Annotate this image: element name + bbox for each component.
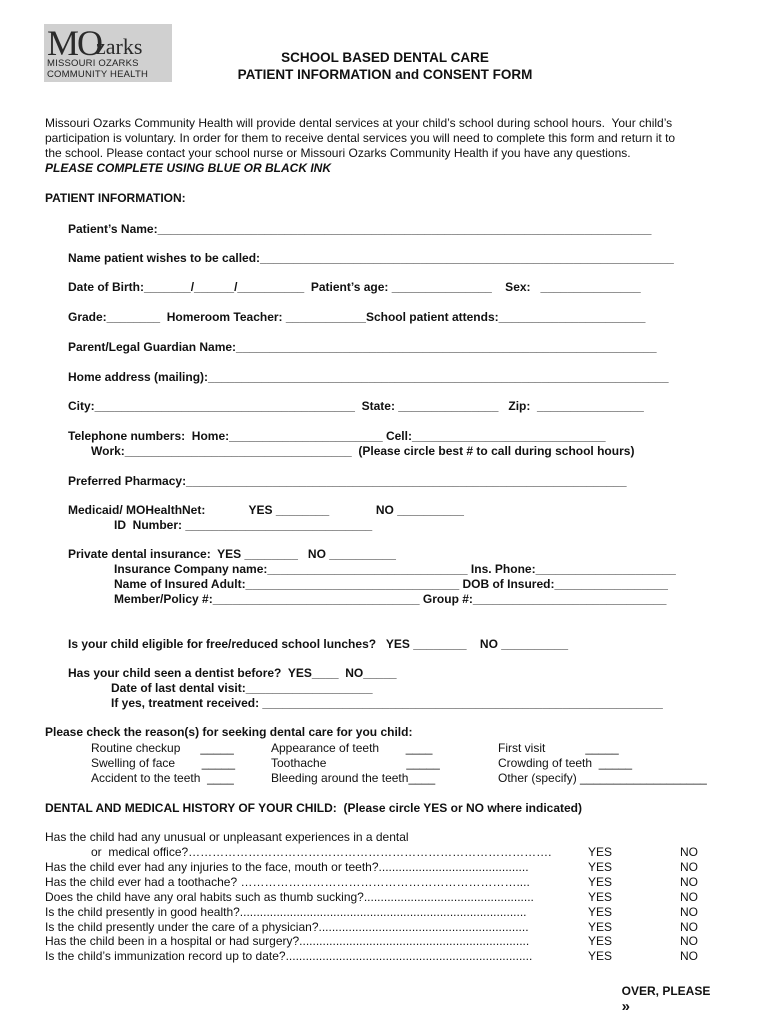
form-title-line-2: PATIENT INFORMATION and CONSENT FORM — [237, 67, 533, 82]
called-name-field[interactable]: Name patient wishes to be called:______________________________________________________________ — [68, 251, 674, 265]
reasons-heading: Please check the reason(s) for seeking dental care for you child: — [45, 725, 413, 739]
patient-info-heading: PATIENT INFORMATION: — [45, 191, 186, 205]
reason-routine-checkup[interactable]: Routine checkup _____ — [91, 741, 234, 755]
history-question: Has the child ever had any injuries to the face, mouth or teeth?............................................. — [45, 860, 529, 874]
no-option[interactable]: NO — [680, 920, 698, 934]
insurance-company-field[interactable]: Insurance Company name:______________________________ Ins. Phone:_____________________ — [114, 562, 676, 576]
history-heading: DENTAL AND MEDICAL HISTORY OF YOUR CHILD: (Please circle YES or NO where indicated) — [45, 801, 582, 815]
dob-age-sex-field[interactable]: Date of Birth:_______/______/__________ Patient’s age: _______________ Sex: _______________ — [68, 280, 641, 294]
no-option[interactable]: NO — [680, 890, 698, 904]
over-please-label: OVER, PLEASE — [621, 984, 711, 998]
no-option[interactable]: NO — [680, 875, 698, 889]
over-please-note — [615, 970, 710, 1015]
guardian-name-field[interactable]: Parent/Legal Guardian Name:_______________________________________________________________ — [68, 340, 657, 354]
treatment-field[interactable]: If yes, treatment received: ____________________________________________________________ — [111, 696, 663, 710]
yes-option[interactable]: YES — [588, 845, 613, 859]
intro-line-2: participation is voluntary. In order for them to receive dental services you will need to complete this form and return it to — [45, 131, 676, 145]
history-question: Has the child ever had a toothache? …………………………………………………………….... — [45, 875, 530, 889]
patient-name-field[interactable]: Patient’s Name:__________________________________________________________________________ — [68, 222, 652, 236]
yes-option[interactable]: YES — [588, 934, 613, 948]
history-question: Is the child presently in good health?...................................................................................... — [45, 905, 527, 919]
reason-toothache[interactable]: Toothache _____ — [271, 756, 440, 770]
yes-option[interactable]: YES — [588, 905, 613, 919]
dentist-before-field[interactable]: Has your child seen a dentist before? YES____ NO_____ — [68, 666, 397, 680]
reason-bleeding[interactable]: Bleeding around the teeth____ — [271, 771, 436, 785]
yes-option[interactable]: YES — [588, 949, 613, 963]
history-question: Is the child’s immunization record up to date?.......................................................................... — [45, 949, 533, 963]
medicaid-id-field[interactable]: ID Number: ____________________________ — [114, 518, 373, 532]
yes-option[interactable]: YES — [588, 920, 613, 934]
member-group-field[interactable]: Member/Policy #:_______________________________ Group #:_____________________________ — [114, 592, 667, 606]
insured-adult-field[interactable]: Name of Insured Adult:________________________________ DOB of Insured:_________________ — [114, 577, 668, 591]
reason-accident[interactable]: Accident to the teeth ____ — [91, 771, 234, 785]
reason-swelling[interactable]: Swelling of face _____ — [91, 756, 236, 770]
reason-other[interactable]: Other (specify) ___________________ — [498, 771, 707, 785]
history-question: Is the child presently under the care of a physician?............................................................... — [45, 920, 529, 934]
logo-line-2: MISSOURI OZARKS — [47, 58, 139, 69]
no-option[interactable]: NO — [680, 845, 698, 859]
phone-work-field[interactable]: Work:__________________________________ (Please circle best # to call during school hours) — [91, 444, 635, 458]
history-question: Does the child have any oral habits such as thumb sucking?................................................... — [45, 890, 534, 904]
intro-line-1: Missouri Ozarks Community Health will provide dental services at your child’s school during school hours. Your child’s — [45, 116, 673, 130]
form-title-line-1: SCHOOL BASED DENTAL CARE — [281, 50, 489, 65]
pharmacy-field[interactable]: Preferred Pharmacy:__________________________________________________________________ — [68, 474, 627, 488]
ink-notice: PLEASE COMPLETE USING BLUE OR BLACK INK — [45, 161, 332, 175]
history-question: Has the child been in a hospital or had surgery?..................................................................... — [45, 934, 530, 948]
grade-teacher-school-field[interactable]: Grade:________ Homeroom Teacher: ____________School patient attends:______________________ — [68, 310, 646, 324]
reason-crowding[interactable]: Crowding of teeth _____ — [498, 756, 633, 770]
logo-brand-zarks: zarks — [96, 34, 143, 59]
logo-line-3: COMMUNITY HEALTH — [47, 69, 149, 80]
history-question-1a: Has the child had any unusual or unpleasant experiences in a dental — [45, 830, 409, 844]
intro-line-3: the school. Please contact your school nurse or Missouri Ozarks Community Health if you have any questions. — [45, 146, 631, 160]
double-arrow-icon: » — [621, 998, 631, 1015]
no-option[interactable]: NO — [680, 949, 698, 963]
medicaid-field[interactable]: Medicaid/ MOHealthNet: YES ________ NO __________ — [68, 503, 464, 517]
yes-option[interactable]: YES — [588, 860, 613, 874]
home-address-field[interactable]: Home address (mailing):_____________________________________________________________________ — [68, 370, 669, 384]
private-insurance-field[interactable]: Private dental insurance: YES ________ NO __________ — [68, 547, 396, 561]
history-question-1b: or medical office?………………………………………………………………………………. — [91, 845, 552, 859]
no-option[interactable]: NO — [680, 860, 698, 874]
last-visit-field[interactable]: Date of last dental visit:___________________ — [111, 681, 373, 695]
city-state-zip-field[interactable]: City:_______________________________________ State: _______________ Zip: ________________ — [68, 399, 644, 413]
phone-home-cell-field[interactable]: Telephone numbers: Home:_______________________ Cell:_____________________________ — [68, 429, 606, 443]
lunch-eligibility-field[interactable]: Is your child eligible for free/reduced school lunches? YES ________ NO __________ — [68, 637, 568, 651]
no-option[interactable]: NO — [680, 905, 698, 919]
reason-appearance[interactable]: Appearance of teeth ____ — [271, 741, 433, 755]
reason-first-visit[interactable]: First visit _____ — [498, 741, 619, 755]
logo-brand-mo: MO — [47, 23, 102, 63]
yes-option[interactable]: YES — [588, 875, 613, 889]
yes-option[interactable]: YES — [588, 890, 613, 904]
no-option[interactable]: NO — [680, 934, 698, 948]
